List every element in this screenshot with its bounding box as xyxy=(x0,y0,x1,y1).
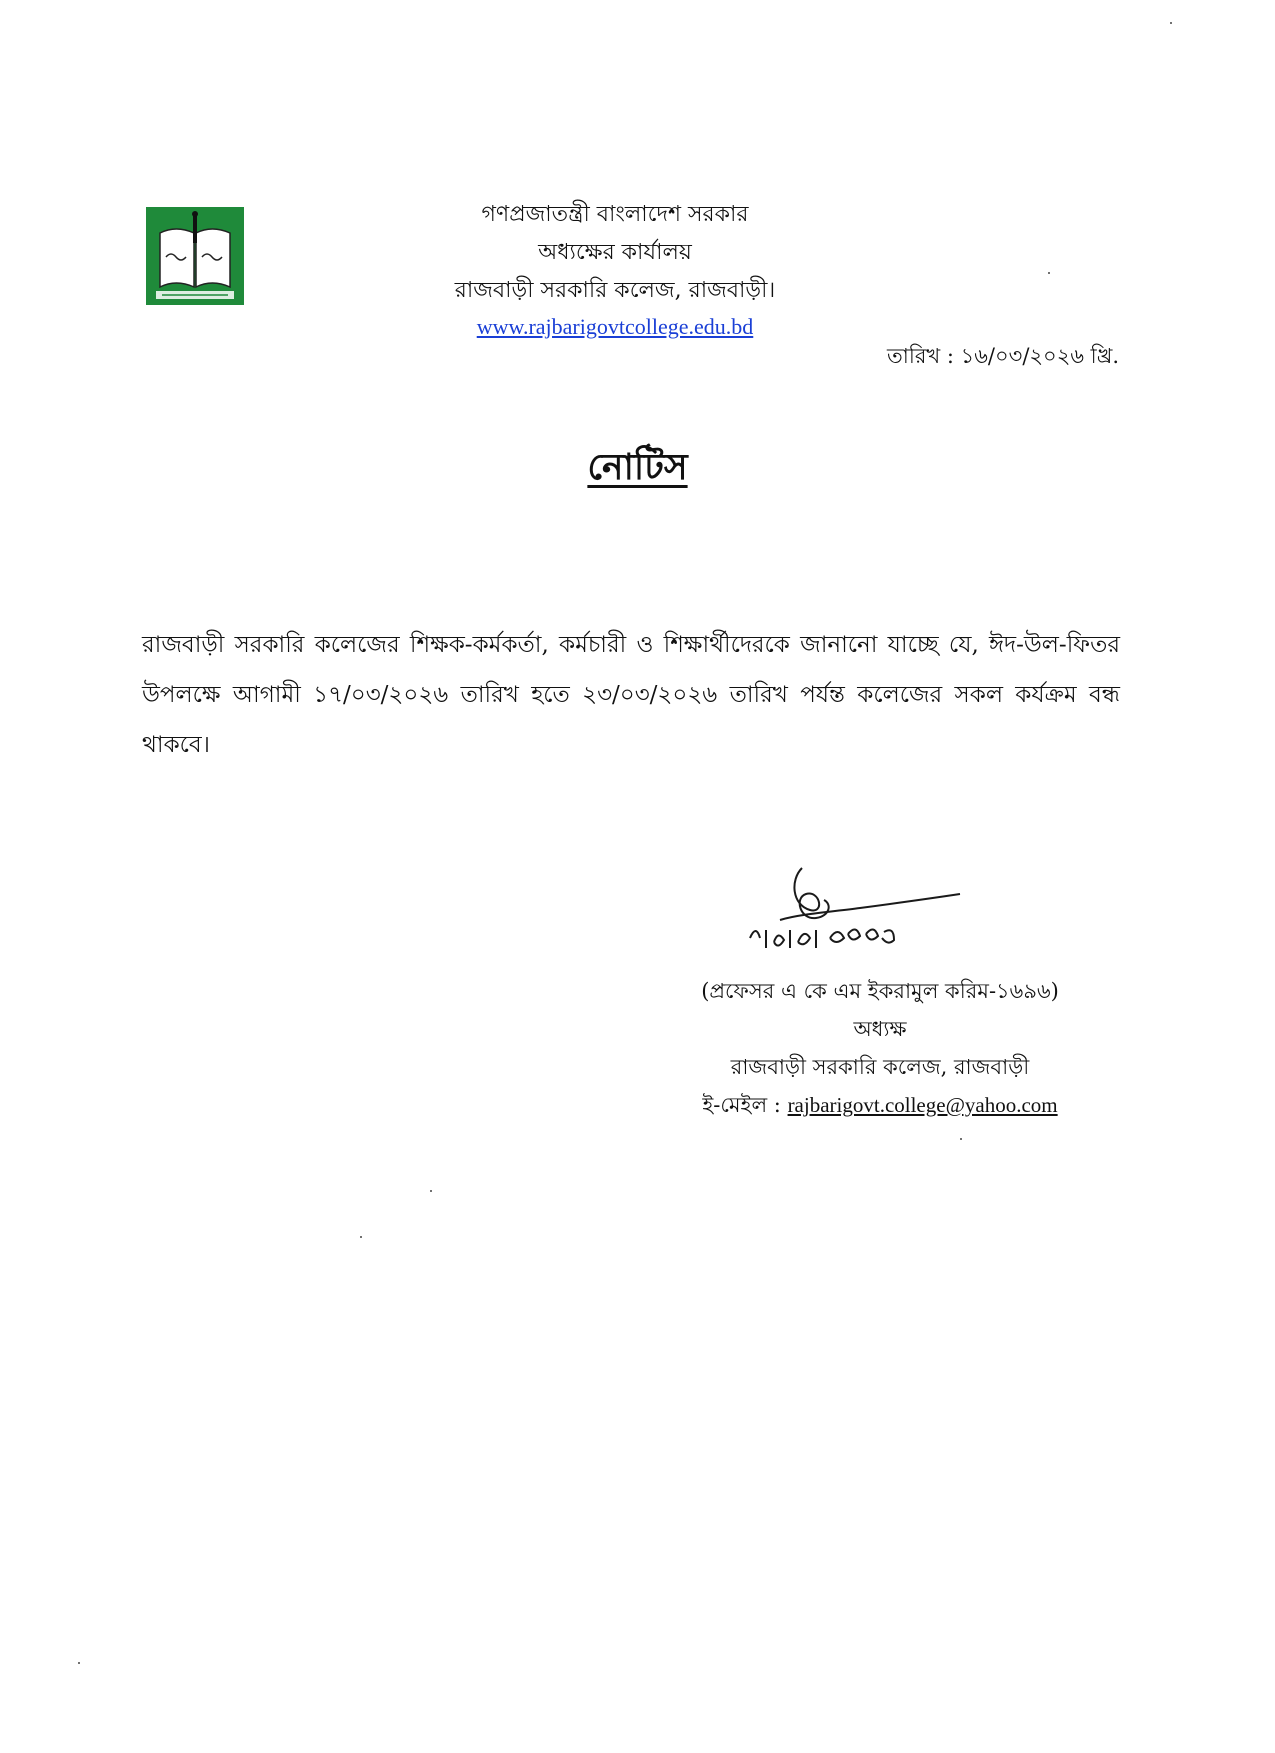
email-label: ই-মেইল : xyxy=(702,1093,781,1117)
notice-title-text: নোটিস xyxy=(587,446,688,488)
scan-speck xyxy=(1170,22,1172,24)
scan-speck xyxy=(960,1138,962,1140)
scan-speck xyxy=(78,1662,80,1664)
email-link[interactable]: rajbarigovt.college@yahoo.com xyxy=(787,1093,1058,1117)
college-name: রাজবাড়ী সরকারি কলেজ, রাজবাড়ী। xyxy=(454,278,776,303)
scan-speck xyxy=(430,1190,432,1192)
email-line xyxy=(640,1086,1120,1124)
signatory-block xyxy=(640,972,1120,1124)
notice-title xyxy=(0,440,1275,500)
scan-speck xyxy=(360,1236,362,1238)
signatory-designation: অধ্যক্ষ xyxy=(853,1017,907,1041)
letterhead xyxy=(330,196,900,344)
office-name: অধ্যক্ষের কার্যালয় xyxy=(538,240,692,265)
notice-body: রাজবাড়ী সরকারি কলেজের শিক্ষক-কর্মকর্তা, কর্মচারী ও শিক্ষার্থীদেরকে জানানো যাচ্ছে যে, ঈদ-উল-ফিতর উপলক্ষে আগামী ১৭/০৩/২০২৬ তারিখ হতে ২৩/০৩/২০২৬ তারিখ পর্যন্ত কলেজের সকল কর্যক্রম বন্ধ থাকবে। xyxy=(142,632,1120,758)
website-link[interactable]: www.rajbarigovtcollege.edu.bd xyxy=(476,314,754,339)
scan-speck xyxy=(1048,272,1050,274)
college-crest-logo xyxy=(146,207,244,305)
notice-date: তারিখ : ১৬/০৩/২০২৬ খ্রি. xyxy=(887,344,1119,368)
signatory-name: (প্রফেসর এ কে এম ইকরামুল করিম-১৬৯৬) xyxy=(701,979,1059,1003)
signatory-institution: রাজবাড়ী সরকারি কলেজ, রাজবাড়ী xyxy=(730,1055,1030,1079)
handwritten-signature xyxy=(720,860,970,970)
government-name: গণপ্রজাতন্ত্রী বাংলাদেশ সরকার xyxy=(481,202,749,227)
